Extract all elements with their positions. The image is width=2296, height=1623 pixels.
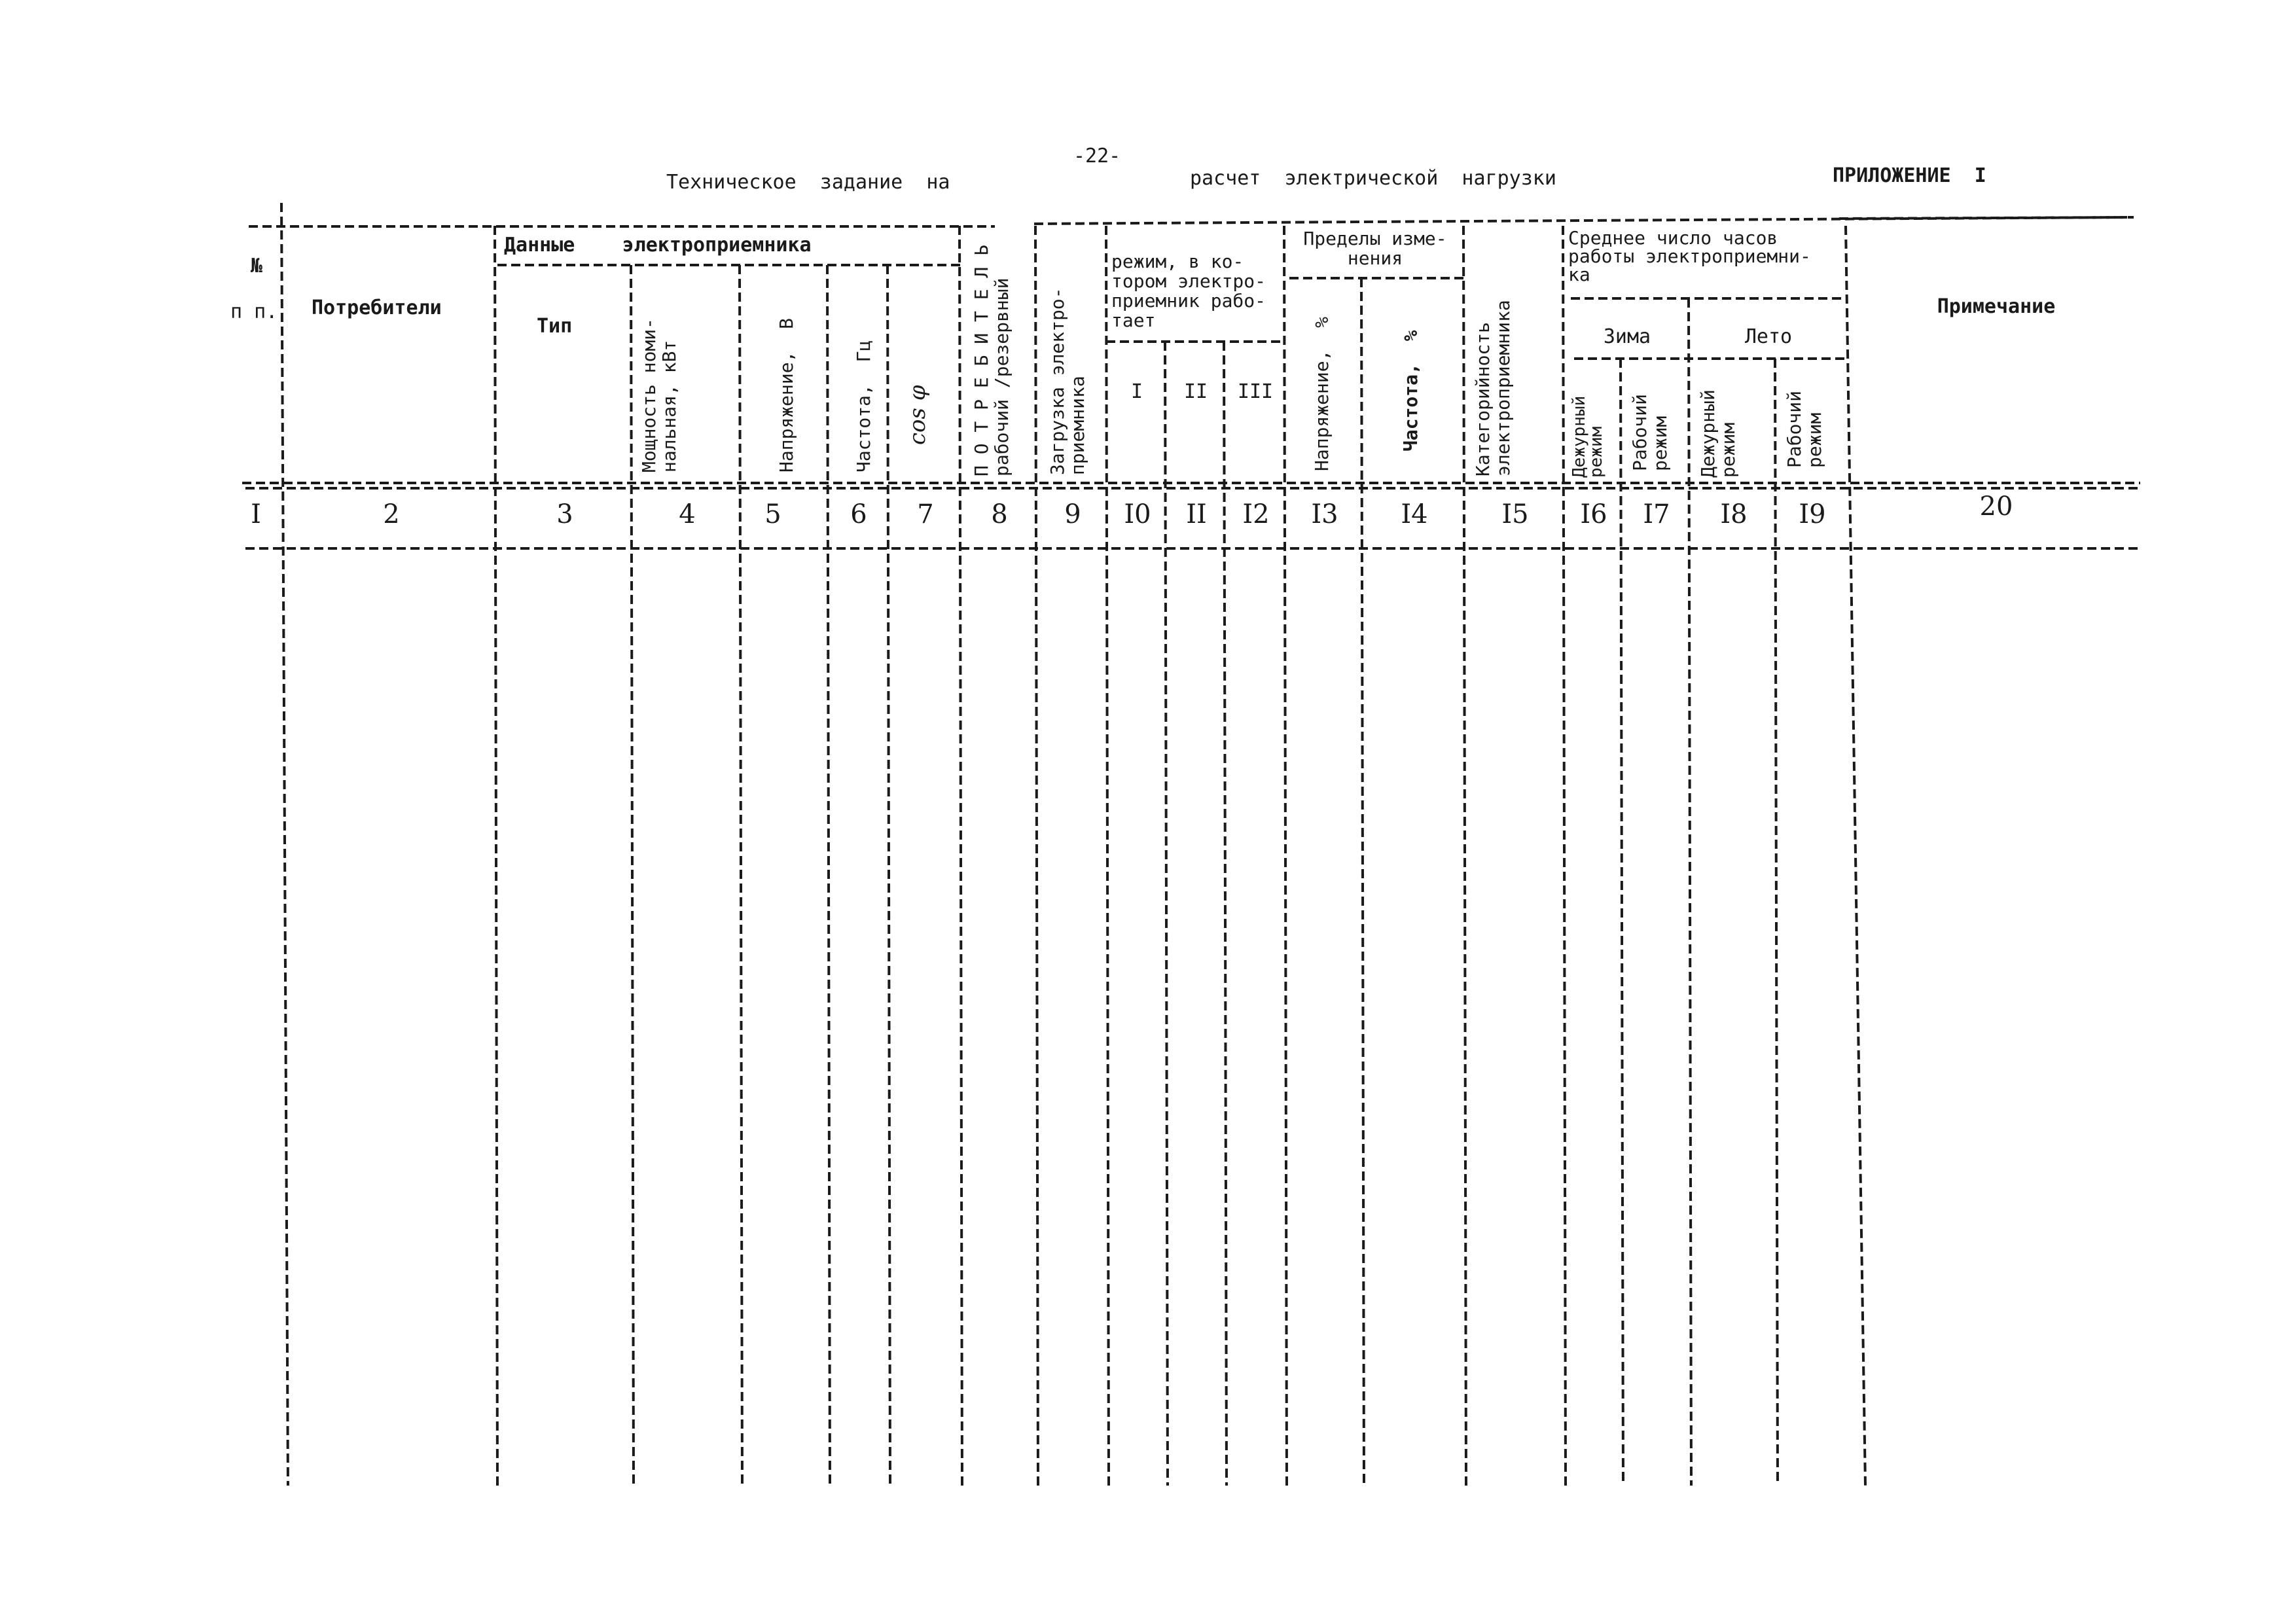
- column-number: 7: [917, 499, 934, 529]
- notes-header: Примечание: [1937, 295, 2056, 318]
- load-header: Загрузка электро- приемника: [1047, 287, 1088, 475]
- mode-1-header: I: [1130, 380, 1143, 403]
- mode-header: режим, в ко- тором электро- приемник рабо- тает: [1111, 251, 1266, 331]
- consumer-mode-header: П О Т Р Е Б И Т Е Л Ь рабочий /резервный: [971, 244, 1013, 476]
- column-number: 6: [850, 499, 867, 529]
- winter-work-header: Рабочий режим: [1629, 393, 1671, 471]
- consumers-header: Потребители: [312, 296, 442, 319]
- column-number: 20: [1979, 491, 2013, 522]
- column-number: 2: [383, 499, 400, 529]
- column-number: 9: [1064, 499, 1081, 529]
- summer-header: Лето: [1744, 325, 1793, 348]
- document-title-part-2: расчет электрической нагрузки: [1190, 167, 1556, 190]
- frequency-header: Частота, Гц: [853, 340, 874, 473]
- column-number: I9: [1799, 499, 1826, 529]
- column-number: II: [1186, 499, 1207, 529]
- column-number: 5: [764, 499, 781, 529]
- column-number: 4: [679, 499, 696, 529]
- mode-2-header: II: [1183, 380, 1208, 403]
- column-number: I7: [1643, 499, 1670, 529]
- column-number: I8: [1720, 499, 1748, 529]
- column-number: I0: [1124, 499, 1151, 529]
- num-pp-header: п п.: [230, 300, 278, 323]
- column-number: I3: [1311, 499, 1338, 529]
- power-header: Мощность номи- нальная, кВт: [638, 317, 680, 473]
- column-number: I5: [1501, 499, 1529, 529]
- limits-voltage-header: Напряжение, %: [1311, 316, 1333, 471]
- column-number: I: [251, 499, 261, 529]
- mode-3-header: III: [1237, 380, 1274, 403]
- summer-work-header: Рабочий режим: [1784, 390, 1825, 468]
- type-header: Тип: [537, 315, 573, 338]
- winter-header: Зима: [1603, 325, 1651, 348]
- limits-header: Пределы изме- нения: [1303, 228, 1447, 269]
- document-title-part-1: Техническое задание на: [666, 171, 950, 194]
- limits-frequency-header: Частота, %: [1400, 330, 1422, 452]
- cosphi-header: cos φ: [905, 385, 931, 445]
- column-number: 3: [556, 499, 573, 529]
- page-number: -22-: [1073, 145, 1121, 168]
- column-number: 8: [991, 499, 1008, 529]
- num-symbol-header: №: [251, 255, 263, 277]
- summer-duty-header: Дежурный режим: [1697, 389, 1739, 478]
- hours-header: Среднее число часов работы электроприемни- ка: [1568, 227, 1811, 285]
- column-number: I6: [1580, 499, 1607, 529]
- column-number: I4: [1401, 499, 1428, 529]
- column-number: I2: [1242, 499, 1270, 529]
- winter-duty-header: Дежурный режим: [1570, 395, 1606, 478]
- receiver-data-header: Данные электроприемника: [504, 234, 812, 257]
- category-header: Категорийность электроприемника: [1472, 300, 1514, 476]
- voltage-header: Напряжение, В: [776, 317, 797, 473]
- appendix-label: ПРИЛОЖЕНИЕ I: [1833, 164, 1986, 187]
